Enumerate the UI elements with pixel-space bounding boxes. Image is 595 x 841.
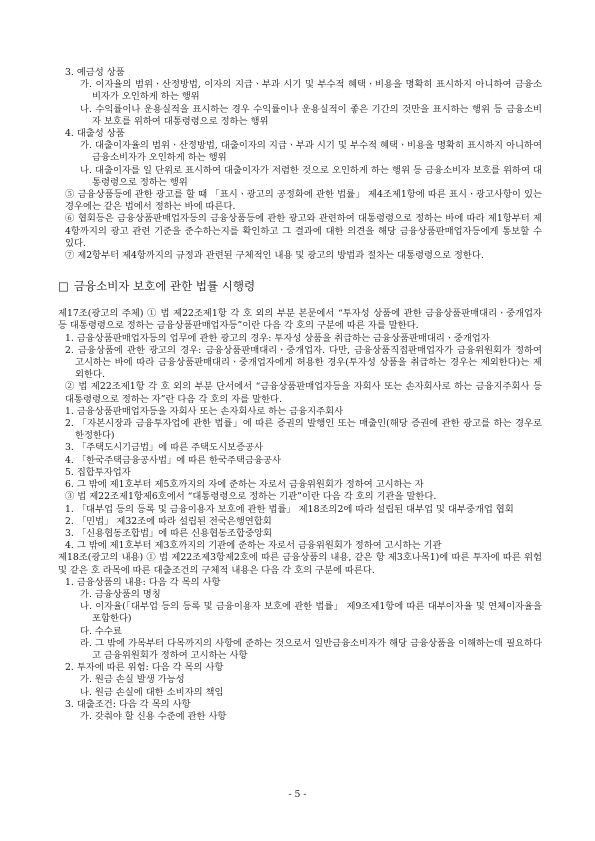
article-17-p1-item-1: 1. 금융상품판매업자등의 업무에 관한 광고의 경우: 투자성 상품을 취급하는 금융상품판매대리ㆍ중개업자 bbox=[65, 332, 490, 344]
page-content bbox=[58, 67, 542, 723]
article-17-p3-item-4: 4. 그 밖에 제1호부터 제3호까지의 기관에 준하는 자로서 금융위원회가 정하여 고시하는 기관 bbox=[65, 540, 442, 552]
continued-act-text bbox=[58, 67, 542, 262]
article-18-item-3: 3. 대출조건: 다음 각 목의 사항 bbox=[65, 698, 191, 710]
item-3-subitem-na: 나. 수익률이나 운용실적을 표시하는 경우 수익률이나 운용실적이 좋은 기간의 것만을 표시하는 행위 등 금융소비자 보호를 위하여 대통령령으로 정하는 행위 bbox=[80, 103, 542, 127]
item-3-subitem-ga: 가. 이자율의 범위ㆍ산정방법, 이자의 지급ㆍ부과 시기 및 부수적 혜택ㆍ비용을 명확히 표시하지 아니하여 금융소비자가 오인하게 하는 행위 bbox=[80, 79, 542, 103]
section-title: 금융소비자 보호에 관한 법률 시행령 bbox=[73, 279, 256, 294]
article-17-p2-item-2: 2. 「자본시장과 금융투자업에 관한 법률」에 따른 증권의 발행인 또는 매출인(해당 증권에 관한 광고를 하는 경우로 한정한다) bbox=[65, 418, 542, 442]
article-17-p3-item-2: 2. 「민법」 제32조에 따라 설립된 전국은행연합회 bbox=[65, 515, 272, 527]
article-17-p2-item-5: 5. 집합투자업자 bbox=[65, 466, 131, 478]
article-18-item-1-subitem-da: 다. 수수료 bbox=[80, 625, 122, 637]
article-17-p2-item-3: 3. 「주택도시기금법」에 따른 주택도시보증공사 bbox=[65, 442, 263, 454]
section-heading bbox=[58, 279, 542, 293]
article-17-p3-item-1: 1. 「대부업 등의 등록 및 금융이용자 보호에 관한 법률」 제18조의2에 따라 설립된 대부업 및 대부중개업 협회 bbox=[65, 503, 514, 515]
item-4-subitem-na: 나. 대출이자를 일 단위로 표시하여 대출이자가 저렴한 것으로 오인하게 하는 행위 등 금융소비자 보호를 위하여 대통령령으로 정하는 행위 bbox=[80, 164, 542, 188]
article-17-p2-item-4: 4. 「한국주택금융공사법」에 따른 한국주택금융공사 bbox=[65, 454, 281, 466]
article-18-item-1-subitem-ra: 라. 그 밖에 가목부터 다목까지의 사항에 준하는 것으로서 일반금융소비자가 해당 금융상품을 이해하는데 필요하다고 금융위원회가 정하여 고시하는 사항 bbox=[80, 637, 542, 661]
article-18-item-2: 2. 투자에 따른 위험: 다음 각 목의 사항 bbox=[65, 662, 224, 674]
article-18-item-3-subitem-ga: 가. 갖춰야 할 신용 수준에 관한 사항 bbox=[80, 710, 227, 722]
enforcement-decree-text bbox=[58, 308, 542, 723]
article-18-item-1-subitem-ga: 가. 금융상품의 명칭 bbox=[80, 588, 161, 600]
paragraph-6: ⑥ 협회등은 금융상품판매업자등의 금융상품등에 관한 광고와 관련하여 대통령령으로 정하는 바에 따라 제1항부터 제4항까지의 광고 관련 기준을 준수하는지를 확인하고 그 결과에 대한 의견을 해당 금융상품판매업자등에게 통보할 수 있다. bbox=[65, 213, 542, 249]
article-17-paragraph-1: 제17조(광고의 주체) ① 법 제22조제1항 각 호 외의 부분 본문에서 “투자성 상품에 관한 금융상품판매대리ㆍ중개업자 등 대통령령으로 정하는 금융상품판매업자등”이란 다음 각 호의 구분에 따른 자를 말한다. bbox=[58, 308, 542, 332]
article-17-p2-item-6: 6. 그 밖에 제1호부터 제5호까지의 자에 준하는 자로서 금융위원회가 정하여 고시하는 자 bbox=[65, 479, 424, 491]
article-17-p3-item-3: 3. 「신용협동조합법」에 따른 신용협동조합중앙회 bbox=[65, 527, 272, 539]
paragraph-7: ⑦ 제2항부터 제4항까지의 규정과 관련된 구체적인 내용 및 광고의 방법과 절차는 대통령령으로 정한다. bbox=[65, 250, 484, 262]
article-18-item-1-subitem-na: 나. 이자율(「대부업 등의 등록 및 금융이용자 보호에 관한 법률」 제9조제1항에 따른 대부이자율 및 연체이자율을 포함한다) bbox=[80, 601, 542, 625]
article-17-p1-item-2: 2. 금융상품에 관한 광고의 경우: 금융상품판매대리ㆍ중개업자. 다만, 금융상품직접판매업자가 금융위원회가 정하여 고시하는 바에 따라 금융상품판매대리ㆍ중개업자에게 허용한 경우(투자성 상품을 취급하는 경우는 제외한다)는 제외한다. bbox=[65, 344, 542, 381]
item-4-subitem-ga: 가. 대출이자율의 범위ㆍ산정방법, 대출이자의 지급ㆍ부과 시기 및 부수적 혜택ㆍ비용을 명확히 표시하지 아니하여 금융소비자가 오인하게 하는 행위 bbox=[80, 140, 542, 164]
article-17-paragraph-2: ② 법 제22조제1항 각 호 외의 부분 단서에서 “금융상품판매업자등을 자회사 또는 손자회사로 하는 금융지주회사 등 대통령령으로 정하는 자”란 다음 각 호의 자를 말한다. bbox=[65, 381, 542, 405]
article-18-item-2-subitem-na: 나. 원금 손실에 대한 소비자의 책임 bbox=[80, 686, 224, 698]
page-number: - 5 - bbox=[288, 789, 307, 800]
article-18-item-1: 1. 금융상품의 내용: 다음 각 목의 사항 bbox=[65, 576, 221, 588]
article-18-item-2-subitem-ga: 가. 원금 손실 발생 가능성 bbox=[80, 674, 185, 686]
item-3-deposit-products: 3. 예금성 상품 bbox=[65, 67, 125, 78]
article-17-paragraph-3: ③ 법 제22조제1항제6호에서 “대통령령으로 정하는 기관”이란 다음 각 호의 기관을 말한다. bbox=[65, 491, 437, 503]
square-bullet-icon: □ bbox=[58, 279, 69, 294]
article-17-p2-item-1: 1. 금융상품판매업자등을 자회사 또는 손자회사로 하는 금융지주회사 bbox=[65, 405, 344, 417]
article-18-paragraph-1: 제18조(광고의 내용) ① 법 제22조제3항제2호에 따른 금융상품의 내용, 같은 항 제3호나목1)에 따른 투자에 따른 위험 및 같은 호 라목에 따른 대출조건의 구체적 내용은 다음 각 호의 구분에 따른다. bbox=[58, 552, 542, 576]
paragraph-5: ⑤ 금융상품등에 관한 광고를 할 때 「표시ㆍ광고의 공정화에 관한 법률」 제4조제1항에 따른 표시ㆍ광고사항이 있는 경우에는 같은 법에서 정하는 바에 따른다. bbox=[65, 189, 542, 213]
item-4-loan-products: 4. 대출성 상품 bbox=[65, 128, 125, 140]
